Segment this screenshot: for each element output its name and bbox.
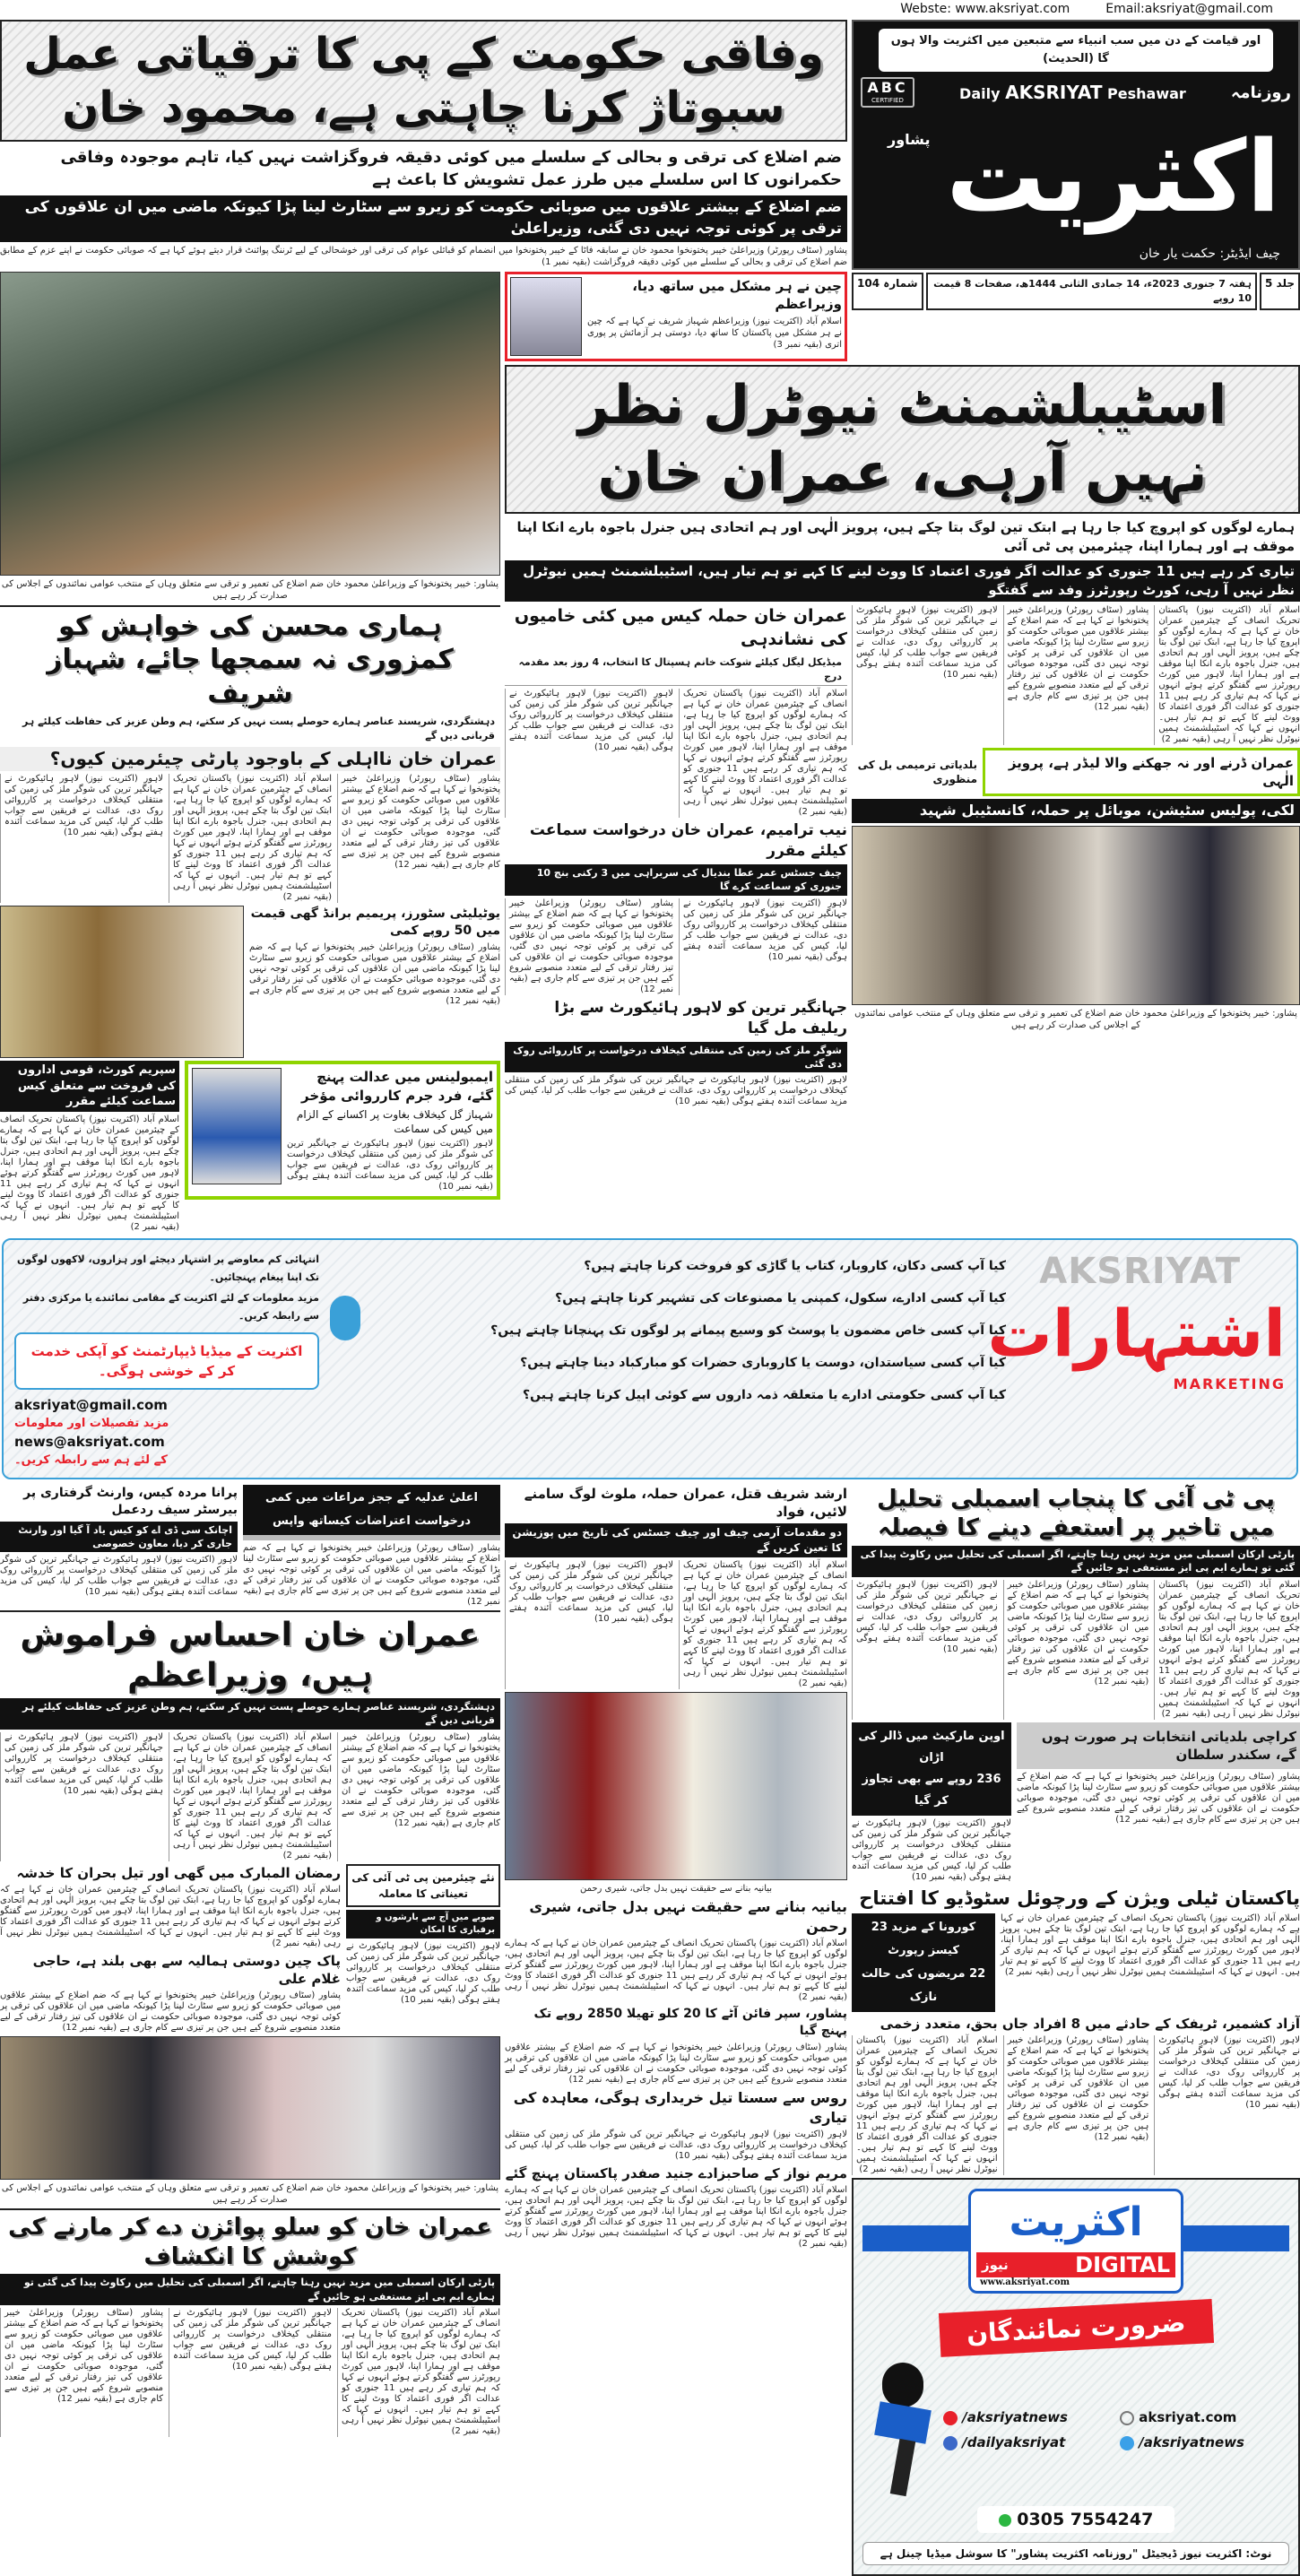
- story-body: پشاور (سٹاف رپورٹر) وزیراعلیٰ خیبر پختونخوا نے کہا ہے کہ ضم اضلاع کے بیشتر علاقوں میں صوبائی حکومت کو زیرو سے سٹارٹ لینا پڑا کیونکہ ماضی میں ان علاقوں کی ترقی پر کوئی توجہ نہیں دی گئی، موجودہ صوبائی حکومت نے ان علاقوں کی تیز رفتار ترقی کے لیے متعدد منصوبے شروع کیے ہیں جن پر تیزی سے کام جاری ہے (بقیہ نمبر 12): [505, 2042, 847, 2085]
- story-headline: کراچی بلدیاتی انتخابات ہر صورت ہوں گے، سکندر سلطان: [1017, 1722, 1300, 1770]
- story-body: پشاور (سٹاف رپورٹر) وزیراعلیٰ خیبر پختونخوا نے کہا ہے کہ ضم اضلاع کے بیشتر علاقوں میں صوبائی حکومت کو زیرو سے سٹارٹ لینا پڑا کیونکہ ماضی میں ان علاقوں کی ترقی پر کوئی توجہ نہیں دی گئی، موجودہ صوبائی حکومت نے ان علاقوں کی تیز رفتار ترقی کے لیے متعدد منصوبے شروع کیے ہیں جن پر تیزی سے کام جاری ہے (بقیہ نمبر 12) اسلام آباد (اکثریت نیوز) پاکستان تحریک انصاف کے چیئرمین عمران خان نے کہا ہے کہ ہمارے لوگوں کو اپروچ کیا جا رہا ہے، ابتک تین لوگ بتا چکے ہیں، پرویز الٰہی اور ہم اتحادی ہیں، جنرل باجوہ بارے انکا اپنا موقف ہے اور ہمارا اپنا، لاہور میں کورٹ رپورٹرز سے گفتگو کرتے ہوئے انہوں نے کہا کہ ہم تیاری کر رہے ہیں 11 جنوری کو عدالت اگر فوری اعتماد کا ووٹ لینے کا کہے تو ہم تیار ہیں۔ انہوں نے کہا کہ اسٹیبلشمنٹ ہمیں نیوٹرل نظر نہیں آ رہی (بقیہ نمبر 2) لاہور (اکثریت نیوز) لاہور ہائیکورٹ نے جہانگیر ترین کی شوگر ملز کی زمین کی منتقلی کیخلاف درخواست پر کارروائی روک دی، عدالت نے فریقین سے جواب طلب کر لیا، کیس کی مزید سماعت آئندہ ہفتے ہوگی (بقیہ نمبر 10): [0, 1732, 500, 1861]
- masthead-column: [852, 20, 1300, 361]
- cm-meeting-caption: پشاور: خیبر پختونخوا کے وزیراعلیٰ محمود خان ضم اضلاع کی تعمیر و ترقی سے متعلق وہاں کے منتخب عوامی نمائندوں کے اجلاس کی صدارت کر رہے ہیں: [1, 578, 499, 601]
- parvez-elahi-headline: عمران ڈرنے اور نہ جھکنے والا لیڈر ہے، پرویز الٰہی: [1008, 754, 1294, 790]
- story-headline: پرانا مردہ کیس، وارنٹ گرفتاری پر بیرسٹر سیف ردعمل: [23, 1485, 238, 1517]
- lower-left-column: [0, 1485, 500, 2576]
- website-label[interactable]: Webste: www.aksriyat.com: [900, 2, 1070, 16]
- story-headline: لکی، پولیس سٹیشن، موبائل پر حملہ، کانسٹیبل شہید: [852, 799, 1300, 822]
- story-body: اسلام آباد (اکثریت نیوز) پاکستان تحریک انصاف کے چیئرمین عمران خان نے کہا ہے کہ ہمارے لوگوں کو اپروچ کیا جا رہا ہے، ابتک تین لوگ بتا چکے ہیں، پرویز الٰہی اور ہم اتحادی ہیں، جنرل باجوہ بارے انکا اپنا موقف ہے اور ہمارا اپنا، لاہور میں کورٹ رپورٹرز سے گفتگو کرتے ہوئے انہوں نے کہا کہ ہم تیاری کر رہے ہیں 11 جنوری کو عدالت اگر فوری اعتماد کا ووٹ لینے کا کہے تو ہم تیار ہیں۔ انہوں نے کہا کہ اسٹیبلشمنٹ ہمیں نیوٹرل نظر نہیں آ رہی (بقیہ نمبر 2) لاہور (اکثریت نیوز) لاہور ہائیکورٹ نے جہانگیر ترین کی شوگر ملز کی زمین کی منتقلی کیخلاف درخواست پر کارروائی روک دی، عدالت نے فریقین سے جواب طلب کر لیا، کیس کی مزید سماعت آئندہ ہفتے ہوگی (بقیہ نمبر 10) پشاور (سٹاف رپورٹر) وزیراعلیٰ خیبر پختونخوا نے کہا ہے کہ ضم اضلاع کے بیشتر علاقوں میں صوبائی حکومت کو زیرو سے سٹارٹ لینا پڑا کیونکہ ماضی میں ان علاقوں کی ترقی پر کوئی توجہ نہیں دی گئی، موجودہ صوبائی حکومت نے ان علاقوں کی تیز رفتار ترقی کے لیے متعدد منصوبے شروع کیے ہیں جن پر تیزی سے کام جاری ہے (بقیہ نمبر 12): [0, 2308, 500, 2437]
- chief-editor: چیف ایڈیٹر: حکمت یار خان: [1139, 247, 1280, 261]
- ad-brand-en: AKSRIYAT: [1039, 1250, 1241, 1292]
- lead-headline: وفاقی حکومت کے پی کا ترقیاتی عمل سبوتاژ کرنا چاہتی ہے، محمود خان: [23, 29, 824, 133]
- story-body: پشاور (سٹاف رپورٹر) وزیراعلیٰ خیبر پختونخوا نے کہا ہے کہ ضم اضلاع کے بیشتر علاقوں میں صوبائی حکومت کو زیرو سے سٹارٹ لینا پڑا کیونکہ ماضی میں ان علاقوں کی ترقی پر کوئی توجہ نہیں دی گئی، موجودہ صوبائی حکومت نے ان علاقوں کی تیز رفتار ترقی کے لیے متعدد منصوبے شروع کیے ہیں جن پر تیزی سے کام جاری ہے (بقیہ نمبر 12): [0, 1991, 341, 2034]
- story-subheadline: اچانک سی ڈی اے کو کیس یاد آ گیا اور وارنٹ جاری کر دیا، معاون خصوصی: [0, 1522, 238, 1553]
- story-subheadline: دہشتگردی، شرپسند عناصر ہمارے حوصلے پست نہیں کر سکتے، ہم وطن عزیز کی حفاظت کیلئے ہر قربانی دیں گے: [0, 1698, 500, 1730]
- story-body: پشاور (سٹاف رپورٹر) وزیراعلیٰ خیبر پختونخوا نے کہا ہے کہ ضم اضلاع کے بیشتر علاقوں میں صوبائی حکومت کو زیرو سے سٹارٹ لینا پڑا کیونکہ ماضی میں ان علاقوں کی ترقی پر کوئی توجہ نہیں دی گئی، موجودہ صوبائی حکومت نے ان علاقوں کی تیز رفتار ترقی کے لیے متعدد منصوبے شروع کیے ہیں جن پر تیزی سے کام جاری ہے (بقیہ نمبر 12) اسلام آباد (اکثریت نیوز) پاکستان تحریک انصاف کے چیئرمین عمران خان نے کہا ہے کہ ہمارے لوگوں کو اپروچ کیا جا رہا ہے، ابتک تین لوگ بتا چکے ہیں، پرویز الٰہی اور ہم اتحادی ہیں، جنرل باجوہ بارے انکا اپنا موقف ہے اور ہمارا اپنا، لاہور میں کورٹ رپورٹرز سے گفتگو کرتے ہوئے انہوں نے کہا کہ ہم تیاری کر رہے ہیں 11 جنوری کو عدالت اگر فوری اعتماد کا ووٹ لینے کا کہے تو ہم تیار ہیں۔ انہوں نے کہا کہ اسٹیبلشمنٹ ہمیں نیوٹرل نظر نہیں آ رہی (بقیہ نمبر 2) لاہور (اکثریت نیوز) لاہور ہائیکورٹ نے جہانگیر ترین کی شوگر ملز کی زمین کی منتقلی کیخلاف درخواست پر کارروائی روک دی، عدالت نے فریقین سے جواب طلب کر لیا، کیس کی مزید سماعت آئندہ ہفتے ہوگی (بقیہ نمبر 10): [0, 774, 500, 903]
- story-body: اسلام آباد (اکثریت نیوز) پاکستان تحریک انصاف کے چیئرمین عمران خان نے کہا ہے کہ ہمارے لوگوں کو اپروچ کیا جا رہا ہے، ابتک تین لوگ بتا چکے ہیں، پرویز الٰہی اور ہم اتحادی ہیں، جنرل باجوہ بارے انکا اپنا موقف ہے اور ہمارا اپنا، لاہور میں کورٹ رپورٹرز سے گفتگو کرتے ہوئے انہوں نے کہا کہ ہم تیاری کر رہے ہیں 11 جنوری کو عدالت اگر فوری اعتماد کا ووٹ لینے کا کہے تو ہم تیار ہیں۔ انہوں نے کہا کہ اسٹیبلشمنٹ ہمیں نیوٹرل نظر نہیں آ رہی (بقیہ نمبر 2) لاہور (اکثریت نیوز) لاہور ہائیکورٹ نے جہانگیر ترین کی شوگر ملز کی زمین کی منتقلی کیخلاف درخواست پر کارروائی روک دی، عدالت نے فریقین سے جواب طلب کر لیا، کیس کی مزید سماعت آئندہ ہفتے ہوگی (بقیہ نمبر 10): [505, 1560, 847, 1689]
- twitter-handle[interactable]: /aksriyatnews: [1120, 2434, 1289, 2450]
- ad-contact: aksriyat@gmail.com مزید تفصیلات اور معلومات news@aksriyat.com کے لئے ہم سے رابطہ کریں۔: [14, 1396, 169, 1467]
- imran-lead-story: [505, 365, 1300, 602]
- digital-news-ad: [852, 2178, 1300, 2576]
- digital-note: نوٹ: اکثریت نیوز ڈیجیٹل "روزنامہ اکثریت پشاور" کا سوشل میڈیا چینل ہے: [862, 2542, 1289, 2565]
- ad-marketing: MARKETING: [1173, 1375, 1286, 1393]
- china-text: اسلام آباد (اکثریت نیوز) وزیراعظم شہباز شریف نے کہا ہے کہ چین نے ہر مشکل میں پاکستان کا ساتھ دیا، دوستی ہر آزمائش پر پوری اتری (بقیہ نمبر 3): [587, 317, 842, 351]
- story-body: اسلام آباد (اکثریت نیوز) پاکستان تحریک انصاف کے چیئرمین عمران خان نے کہا ہے کہ ہمارے لوگوں کو اپروچ کیا جا رہا ہے، ابتک تین لوگ بتا چکے ہیں، پرویز الٰہی اور ہم اتحادی ہیں، جنرل باجوہ بارے انکا اپنا موقف ہے اور ہمارا اپنا، لاہور میں کورٹ رپورٹرز سے گفتگو کرتے ہوئے انہوں نے کہا کہ ہم تیاری کر رہے ہیں 11 جنوری کو عدالت اگر فوری اعتماد کا ووٹ لینے کا کہے تو ہم تیار ہیں۔ انہوں نے کہا کہ اسٹیبلشمنٹ ہمیں نیوٹرل نظر نہیں آ رہی (بقیہ نمبر 2): [0, 1884, 342, 1948]
- divider: [0, 605, 500, 607]
- story-body: لاہور (اکثریت نیوز) لاہور ہائیکورٹ نے جہانگیر ترین کی شوگر ملز کی زمین کی منتقلی کیخلاف درخواست پر کارروائی روک دی، عدالت نے فریقین سے جواب طلب کر لیا، کیس کی مزید سماعت آئندہ ہفتے ہوگی (بقیہ نمبر 10) پشاور (سٹاف رپورٹر) وزیراعلیٰ خیبر پختونخوا نے کہا ہے کہ ضم اضلاع کے بیشتر علاقوں میں صوبائی حکومت کو زیرو سے سٹارٹ لینا پڑا کیونکہ ماضی میں ان علاقوں کی ترقی پر کوئی توجہ نہیں دی گئی، موجودہ صوبائی حکومت نے ان علاقوں کی تیز رفتار ترقی کے لیے متعدد منصوبے شروع کیے ہیں جن پر تیزی سے کام جاری ہے (بقیہ نمبر 12) اسلام آباد (اکثریت نیوز) پاکستان تحریک انصاف کے چیئرمین عمران خان نے کہا ہے کہ ہمارے لوگوں کو اپروچ کیا جا رہا ہے، ابتک تین لوگ بتا چکے ہیں، پرویز الٰہی اور ہم اتحادی ہیں، جنرل باجوہ بارے انکا اپنا موقف ہے اور ہمارا اپنا، لاہور میں کورٹ رپورٹرز سے گفتگو کرتے ہوئے انہوں نے کہا کہ ہم تیاری کر رہے ہیں 11 جنوری کو عدالت اگر فوری اعتماد کا ووٹ لینے کا کہے تو ہم تیار ہیں۔ انہوں نے کہا کہ اسٹیبلشمنٹ ہمیں نیوٹرل نظر نہیں آ رہی (بقیہ نمبر 2): [852, 2035, 1300, 2175]
- story-headline: پاکستان ٹیلی ویژن کے ورچوئل سٹوڈیو کا افتتاح: [859, 1886, 1300, 1909]
- social-handles: [943, 2409, 1289, 2450]
- date-line: ہفتہ 7 جنوری 2023ء، 14 جمادی الثانی 1444ھ، صفحات 8 قیمت 10 روپے: [926, 273, 1257, 310]
- ad-service-box: اکثریت کے میڈیا ڈیپارٹمنٹ کو آپکی خدمت کر کے خوشی ہوگی۔: [14, 1332, 319, 1390]
- photo-caption: بیانیہ بنانے سے حقیقت نہیں بدل جاتی، شیری رحمن: [579, 1883, 773, 1894]
- ambulance-headline: ایمبولینس میں عدالت پہنچ گئے، فرد جرم کارروائی مؤخر: [301, 1069, 493, 1104]
- lower-middle-column: [505, 1485, 847, 2576]
- lead-headline-banner: [0, 20, 847, 142]
- newspaper-logo: اکثریت: [946, 119, 1281, 234]
- corona-box: کورونا کے مزید 23 کیسز رپورٹ 22 مریضوں کی حالت نازک: [852, 1913, 995, 2012]
- abc-certified-badge: ABC CERTIFIED: [861, 77, 914, 108]
- story-headline: صوبے میں آج سے بارشوں و برفباری کا امکان: [346, 1910, 500, 1939]
- digital-logo: اکثریت نیوز DIGITAL www.aksriyat.com: [968, 2189, 1183, 2294]
- story-headline: سپریم کورٹ، قومی اداروں کی فروخت سے متعلق کیس سماعت کیلئے مقرر: [0, 1061, 179, 1112]
- advertising-banner: [2, 1238, 1298, 1479]
- lead-subheadline-1: ضم اضلاع کی ترقی و بحالی کے سلسلے میں کوئی دقیقہ فروگزاشت نہیں کیا، تاہم موجودہ وفاقی حکمرانوں کا اس سلسلے میں طرز عمل تشویش کا باعث ہے: [0, 144, 847, 193]
- story-headline: رمضان المبارک میں گھی اور تیل بحران کا خدشہ: [16, 1864, 341, 1881]
- story-subheadline: پارٹی ارکان اسمبلی میں مزید نہیں رہنا چاہتے، اگر اسمبلی کی تحلیل میں رکاوٹ پیدا کی گئی تو ہمارے ایم پی ایز مستعفی ہو جائیں گے: [0, 2274, 500, 2305]
- ad-question: کیا آپ کسی حکومتی ادارے یا متعلقہ ذمہ داروں سے کوئی اپیل کرنا چاہتے ہیں؟: [523, 1387, 1006, 1402]
- divider: [0, 2208, 500, 2210]
- whatsapp-icon: [999, 2514, 1011, 2527]
- story-body: لاہور (اکثریت نیوز) لاہور ہائیکورٹ نے جہانگیر ترین کی شوگر ملز کی زمین کی منتقلی کیخلاف درخواست پر کارروائی روک دی، عدالت نے فریقین سے جواب طلب کر لیا، کیس کی مزید سماعت آئندہ ہفتے ہوگی (بقیہ نمبر 10) پشاور (سٹاف رپورٹر) وزیراعلیٰ خیبر پختونخوا نے کہا ہے کہ ضم اضلاع کے بیشتر علاقوں میں صوبائی حکومت کو زیرو سے سٹارٹ لینا پڑا کیونکہ ماضی میں ان علاقوں کی ترقی پر کوئی توجہ نہیں دی گئی، موجودہ صوبائی حکومت نے ان علاقوں کی تیز رفتار ترقی کے لیے متعدد منصوبے شروع کیے ہیں جن پر تیزی سے کام جاری ہے (بقیہ نمبر 12): [505, 898, 847, 995]
- story-body: پشاور (سٹاف رپورٹر) وزیراعلیٰ خیبر پختونخوا نے کہا ہے کہ ضم اضلاع کے بیشتر علاقوں میں صوبائی حکومت کو زیرو سے سٹارٹ لینا پڑا کیونکہ ماضی میں ان علاقوں کی ترقی پر کوئی توجہ نہیں دی گئی، موجودہ صوبائی حکومت نے ان علاقوں کی تیز رفتار ترقی کے لیے متعدد منصوبے شروع کیے ہیں جن پر تیزی سے کام جاری ہے (بقیہ نمبر 12): [1017, 1772, 1300, 1826]
- story-body: اسلام آباد (اکثریت نیوز) پاکستان تحریک انصاف کے چیئرمین عمران خان نے کہا ہے کہ ہمارے لوگوں کو اپروچ کیا جا رہا ہے، ابتک تین لوگ بتا چکے ہیں، پرویز الٰہی اور ہم اتحادی ہیں، جنرل باجوہ بارے انکا اپنا موقف ہے اور ہمارا اپنا، لاہور میں کورٹ رپورٹرز سے گفتگو کرتے ہوئے انہوں نے کہا کہ ہم تیاری کر رہے ہیں 11 جنوری کو عدالت اگر فوری اعتماد کا ووٹ لینے کا کہے تو ہم تیار ہیں۔ انہوں نے کہا کہ اسٹیبلشمنٹ ہمیں نیوٹرل نظر نہیں آ رہی (بقیہ نمبر 2): [0, 1114, 179, 1232]
- story-headline: بیانیہ بنانے سے حقیقت نہیں بدل جاتی، شیری رحمن: [529, 1897, 847, 1935]
- photo-caption: پشاور: خیبر پختونخوا کے وزیراعلیٰ محمود خان ضم اضلاع کی تعمیر و ترقی سے متعلق وہاں کے منتخب عوامی نمائندوں کے اجلاس کی صدارت کر رہے ہیں: [854, 1008, 1297, 1030]
- story-headline: ارشد شریف قتل، عمران حملہ، ملوث لوگ سامنے لائیں، فواد: [524, 1485, 847, 1521]
- story-headline: روس سے سستا تیل خریداری ہوگی، معاہدہ کی تیاری: [513, 2088, 847, 2126]
- ad-brand-ur: اشتہارات: [987, 1295, 1286, 1371]
- women-meeting-photo: [0, 2036, 500, 2180]
- middle-section: [0, 605, 1300, 1233]
- ad-email-2[interactable]: news@aksriyat.com: [14, 1433, 165, 1450]
- story-body: لاہور (اکثریت نیوز) لاہور ہائیکورٹ نے جہانگیر ترین کی شوگر ملز کی زمین کی منتقلی کیخلاف درخواست پر کارروائی روک دی، عدالت نے فریقین سے جواب طلب کر لیا، کیس کی مزید سماعت آئندہ ہفتے ہوگی (بقیہ نمبر 10): [505, 1075, 847, 1107]
- top-bar: [0, 0, 1300, 20]
- story-body: اسلام آباد (اکثریت نیوز) پاکستان تحریک انصاف کے چیئرمین عمران خان نے کہا ہے کہ ہمارے لوگوں کو اپروچ کیا جا رہا ہے، ابتک تین لوگ بتا چکے ہیں، پرویز الٰہی اور ہم اتحادی ہیں، جنرل باجوہ بارے انکا اپنا موقف ہے اور ہمارا اپنا، لاہور میں کورٹ رپورٹرز سے گفتگو کرتے ہوئے انہوں نے کہا کہ ہم تیاری کر رہے ہیں 11 جنوری کو عدالت اگر فوری اعتماد کا ووٹ لینے کا کہے تو ہم تیار ہیں۔ انہوں نے کہا کہ اسٹیبلشمنٹ ہمیں نیوٹرل نظر نہیں آ رہی (بقیہ نمبر 2): [1001, 1913, 1300, 1978]
- ad-intro: انتہائی کم معاوضے پر اشتہار دیجئے اور ہزاروں، لاکھوں لوگوں تک اپنا پیغام پہنچائیں۔ مزید معلومات کے لئے اکثریت کے مقامی نمائندے یا مرکزی دفتر سے رابطہ کریں۔: [17, 1253, 319, 1322]
- story-headline: پشاور، سپر فائن آٹے کا 20 کلو تھیلا 2850 روپے تک پہنچ گیا: [533, 2007, 847, 2039]
- wanted-banner: ضرورت نمائندگان: [939, 2299, 1214, 2357]
- top-section: [0, 20, 1300, 602]
- issue-info-bar: [852, 273, 1300, 310]
- ambulance-body: لاہور (اکثریت نیوز) لاہور ہائیکورٹ نے جہانگیر ترین کی شوگر ملز کی زمین کی منتقلی کیخلاف درخواست پر کارروائی روک دی، عدالت نے فریقین سے جواب طلب کر لیا، کیس کی مزید سماعت آئندہ ہفتے ہوگی (بقیہ نمبر 10): [287, 1139, 493, 1193]
- story-subheadline: میڈیکل لیگل کیلئے شوکت خانم ہسپتال کا انتخاب، 4 روز بعد مقدمہ درج: [505, 654, 847, 686]
- lead-intro: پشاور (سٹاف رپورٹر) وزیراعلیٰ خیبر پختونخوا محمود خان نے سابقہ فاٹا کے خیبر پختونخوا میں انضمام کو قبائلی عوام کی ترقی اور خوشحالی کے لیے ٹرننگ پوائنٹ قرار دیتے ہوئے کہا ہے کہ صوبائی حکومت نے اپنے عزم کے مطابق ضم اضلاع کی ترقی و بحالی کے سلسلے میں کوئی دقیقہ فروگزاشت (بقیہ نمبر 1): [0, 245, 847, 267]
- ambulance-subheadline: شہباز گل کیخلاف بغاوت پر اکسانے کے الزام میں کیس کی سماعت: [296, 1107, 493, 1135]
- imran-headline-banner: [505, 365, 1300, 514]
- judges-box: اعلیٰ عدلیہ کے ججز مراعات میں کمی درخواست اعتراضات کیساتھ واپس: [243, 1485, 500, 1540]
- shahbaz-podium-photo: [0, 906, 244, 1058]
- imran-subheadline-2: تیاری کر رہے ہیں 11 جنوری کو عدالت اگر فوری اعتماد کا ووٹ لینے کا کہے تو ہم تیار ہیں، اسٹیبلشمنٹ ہمیں نیوٹرل نظر نہیں آ رہی، کورٹ رپورٹرز وفد سے گفتگو: [505, 560, 1300, 602]
- lower-right-column: [852, 1485, 1300, 2576]
- imran-subheadline-1: ہمارے لوگوں کو اپروچ کیا جا رہا ہے ابتک تین لوگ بتا چکے ہیں، پرویز الٰہی اور ہم اتحادی ہیں جنرل باجوہ بارے انکا اپنا موقف ہے اور ہمارا اپنا، چیئرمین پی ٹی آئی: [505, 516, 1300, 558]
- dollar-box: اوپن مارکیٹ میں ڈالر کی اڑان 236 روپے سے بھی تجاوز کر گیا: [852, 1722, 1011, 1816]
- story-body: لاہور (اکثریت نیوز) لاہور ہائیکورٹ نے جہانگیر ترین کی شوگر ملز کی زمین کی منتقلی کیخلاف درخواست پر کارروائی روک دی، عدالت نے فریقین سے جواب طلب کر لیا، کیس کی مزید سماعت آئندہ ہفتے ہوگی (بقیہ نمبر 10): [852, 1817, 1011, 1882]
- website-handle[interactable]: aksriyat.com: [1120, 2409, 1289, 2425]
- english-title: Daily AKSRIYAT Peshawar: [959, 82, 1186, 103]
- volume: جلد 5: [1260, 273, 1300, 310]
- story-headline: یوٹیلیٹی سٹورز، پریمیم برانڈ گھی قیمت میں 50 روپے کمی: [250, 906, 500, 939]
- issue-number: شمارہ 104: [852, 273, 923, 310]
- story-body: اسلام آباد (اکثریت نیوز) پاکستان تحریک انصاف کے چیئرمین عمران خان نے کہا ہے کہ ہمارے لوگوں کو اپروچ کیا جا رہا ہے، ابتک تین لوگ بتا چکے ہیں، پرویز الٰہی اور ہم اتحادی ہیں، جنرل باجوہ بارے انکا اپنا موقف ہے اور ہمارا اپنا، لاہور میں کورٹ رپورٹرز سے گفتگو کرتے ہوئے انہوں نے کہا کہ ہم تیاری کر رہے ہیں 11 جنوری کو عدالت اگر فوری اعتماد کا ووٹ لینے کا کہے تو ہم تیار ہیں۔ انہوں نے کہا کہ اسٹیبلشمنٹ ہمیں نیوٹرل نظر نہیں آ رہی (بقیہ نمبر 2) لاہور (اکثریت نیوز) لاہور ہائیکورٹ نے جہانگیر ترین کی شوگر ملز کی زمین کی منتقلی کیخلاف درخواست پر کارروائی روک دی، عدالت نے فریقین سے جواب طلب کر لیا، کیس کی مزید سماعت آئندہ ہفتے ہوگی (بقیہ نمبر 10): [505, 689, 847, 818]
- religious-leaders-meeting-photo: [852, 826, 1300, 1005]
- shahbaz-gill-photo: [192, 1068, 282, 1184]
- lead-story: [0, 20, 847, 268]
- ad-questions: [371, 1251, 1006, 1405]
- pm-imran-headline: عمران خان احساس فراموش ہیں، وزیراعظم: [20, 1616, 481, 1694]
- ad-badge-icon: [330, 1296, 360, 1340]
- story-body: اسلام آباد (اکثریت نیوز) پاکستان تحریک انصاف کے چیئرمین عمران خان نے کہا ہے کہ ہمارے لوگوں کو اپروچ کیا جا رہا ہے، ابتک تین لوگ بتا چکے ہیں، پرویز الٰہی اور ہم اتحادی ہیں، جنرل باجوہ بارے انکا اپنا موقف ہے اور ہمارا اپنا، لاہور میں کورٹ رپورٹرز سے گفتگو کرتے ہوئے انہوں نے کہا کہ ہم تیاری کر رہے ہیں 11 جنوری کو عدالت اگر فوری اعتماد کا ووٹ لینے کا کہے تو ہم تیار ہیں۔ انہوں نے کہا کہ اسٹیبلشمنٹ ہمیں نیوٹرل نظر نہیں آ رہی (بقیہ نمبر 2): [505, 1939, 847, 2003]
- story-body: لاہور (اکثریت نیوز) لاہور ہائیکورٹ نے جہانگیر ترین کی شوگر ملز کی زمین کی منتقلی کیخلاف درخواست پر کارروائی روک دی، عدالت نے فریقین سے جواب طلب کر لیا، کیس کی مزید سماعت آئندہ ہفتے ہوگی (بقیہ نمبر 10): [505, 2129, 847, 2162]
- pm-portrait: [510, 277, 582, 356]
- story-headline: عمران خان حملہ کیس میں کئی خامیوں کی نشاندہی: [514, 605, 847, 649]
- story-body: پشاور (سٹاف رپورٹر) وزیراعلیٰ خیبر پختونخوا نے کہا ہے کہ ضم اضلاع کے بیشتر علاقوں میں صوبائی حکومت کو زیرو سے سٹارٹ لینا پڑا کیونکہ ماضی میں ان علاقوں کی ترقی پر کوئی توجہ نہیں دی گئی، موجودہ صوبائی حکومت نے ان علاقوں کی تیز رفتار ترقی کے لیے متعدد منصوبے شروع کیے ہیں جن پر تیزی سے کام جاری ہے (بقیہ نمبر 12): [249, 942, 500, 1007]
- shahbaz-subheadline: دہشتگردی، شرپسند عناصر ہمارے حوصلے پست نہیں کر سکتے، ہم وطن عزیز کی حفاظت کیلئے ہر قربانی دیں گے: [0, 713, 500, 744]
- lower-section: [0, 1485, 1300, 2576]
- microphone-icon: [862, 2363, 934, 2497]
- story-body: پشاور (سٹاف رپورٹر) وزیراعلیٰ خیبر پختونخوا نے کہا ہے کہ ضم اضلاع کے بیشتر علاقوں میں صوبائی حکومت کو زیرو سے سٹارٹ لینا پڑا کیونکہ ماضی میں ان علاقوں کی ترقی پر کوئی توجہ نہیں دی گئی، موجودہ صوبائی حکومت نے ان علاقوں کی تیز رفتار ترقی کے لیے متعدد منصوبے شروع کیے ہیں جن پر تیزی سے کام جاری ہے (بقیہ نمبر 12): [243, 1542, 500, 1607]
- ad-question: کیا آپ کسی خاص مضمون یا پوسٹ کو وسیع پیمانے پر لوگوں تک پہنچانا چاہتے ہیں؟: [490, 1323, 1006, 1338]
- story-headline: آزاد کشمیر، ٹریفک کے حادثے میں 8 افراد جاں بحق، متعدد زخمی: [880, 2016, 1300, 2033]
- story-subheadline: دو مقدمات آرمی چیف اور چیف جسٹس کی تاریخ میں پوزیشن کا تعین کریں گے: [505, 1523, 847, 1557]
- story-subheadline: شوگر ملز کی زمین کی منتقلی کیخلاف درخواست پر کارروائی روک دی گئی: [505, 1042, 847, 1073]
- story-headline: پاک چین دوستی ہمالیہ سے بھی بلند ہے، حاجی غلام علی: [32, 1952, 341, 1988]
- twitter-icon: [1120, 2436, 1134, 2450]
- story-body: لاہور (اکثریت نیوز) لاہور ہائیکورٹ نے جہانگیر ترین کی شوگر ملز کی زمین کی منتقلی کیخلاف درخواست پر کارروائی روک دی، عدالت نے فریقین سے جواب طلب کر لیا، کیس کی مزید سماعت آئندہ ہفتے ہوگی (بقیہ نمبر 10): [0, 1555, 238, 1598]
- story-body: اسلام آباد (اکثریت نیوز) پاکستان تحریک انصاف کے چیئرمین عمران خان نے کہا ہے کہ ہمارے لوگوں کو اپروچ کیا جا رہا ہے، ابتک تین لوگ بتا چکے ہیں، پرویز الٰہی اور ہم اتحادی ہیں، جنرل باجوہ بارے انکا اپنا موقف ہے اور ہمارا اپنا، لاہور میں کورٹ رپورٹرز سے گفتگو کرتے ہوئے انہوں نے کہا کہ ہم تیاری کر رہے ہیں 11 جنوری کو عدالت اگر فوری اعتماد کا ووٹ لینے کا کہے تو ہم تیار ہیں۔ انہوں نے کہا کہ اسٹیبلشمنٹ ہمیں نیوٹرل نظر نہیں آ رہی (بقیہ نمبر 2) پشاور (سٹاف رپورٹر) وزیراعلیٰ خیبر پختونخوا نے کہا ہے کہ ضم اضلاع کے بیشتر علاقوں میں صوبائی حکومت کو زیرو سے سٹارٹ لینا پڑا کیونکہ ماضی میں ان علاقوں کی ترقی پر کوئی توجہ نہیں دی گئی، موجودہ صوبائی حکومت نے ان علاقوں کی تیز رفتار ترقی کے لیے متعدد منصوبے شروع کیے ہیں جن پر تیزی سے کام جاری ہے (بقیہ نمبر 12) لاہور (اکثریت نیوز) لاہور ہائیکورٹ نے جہانگیر ترین کی شوگر ملز کی زمین کی منتقلی کیخلاف درخواست پر کارروائی روک دی، عدالت نے فریقین سے جواب طلب کر لیا، کیس کی مزید سماعت آئندہ ہفتے ہوگی (بقیہ نمبر 10): [852, 605, 1300, 745]
- digital-url[interactable]: www.aksriyat.com: [980, 2277, 1070, 2288]
- divider: [0, 1610, 500, 1612]
- facebook-handle[interactable]: /dailyaksriyat: [943, 2434, 1113, 2450]
- hadith-strip: اور قیامت کے دن میں سب انبیاء سے متبعین میں اکثریت والا ہوں گا (الحدیث): [879, 29, 1273, 72]
- slow-poison-headline: عمران خان کو سلو پوائزن دے کر مارنے کی کوشش کا انکشاف: [8, 2214, 492, 2270]
- ad-question: کیا آپ کسی ادارے، سکول، کمپنی یا مصنوعات کی تشہیر کرنا چاہتے ہیں؟: [555, 1290, 1006, 1305]
- pti-resign-subheadline: پارٹی ارکان اسمبلی میں مزید نہیں رہنا چاہتے، اگر اسمبلی کی تحلیل میں رکاوٹ پیدا کی گئی تو ہمارے ایم پی ایز مستعفی ہو جائیں گے: [852, 1546, 1300, 1577]
- phone-box[interactable]: 0305 7554247: [977, 2506, 1175, 2533]
- imran-meeting-photo: [505, 1692, 847, 1880]
- story-body: اسلام آباد (اکثریت نیوز) پاکستان تحریک انصاف کے چیئرمین عمران خان نے کہا ہے کہ ہمارے لوگوں کو اپروچ کیا جا رہا ہے، ابتک تین لوگ بتا چکے ہیں، پرویز الٰہی اور ہم اتحادی ہیں، جنرل باجوہ بارے انکا اپنا موقف ہے اور ہمارا اپنا، لاہور میں کورٹ رپورٹرز سے گفتگو کرتے ہوئے انہوں نے کہا کہ ہم تیاری کر رہے ہیں 11 جنوری کو عدالت اگر فوری اعتماد کا ووٹ لینے کا کہے تو ہم تیار ہیں۔ انہوں نے کہا کہ اسٹیبلشمنٹ ہمیں نیوٹرل نظر نہیں آ رہی (بقیہ نمبر 2) پشاور (سٹاف رپورٹر) وزیراعلیٰ خیبر پختونخوا نے کہا ہے کہ ضم اضلاع کے بیشتر علاقوں میں صوبائی حکومت کو زیرو سے سٹارٹ لینا پڑا کیونکہ ماضی میں ان علاقوں کی ترقی پر کوئی توجہ نہیں دی گئی، موجودہ صوبائی حکومت نے ان علاقوں کی تیز رفتار ترقی کے لیے متعدد منصوبے شروع کیے ہیں جن پر تیزی سے کام جاری ہے (بقیہ نمبر 12) لاہور (اکثریت نیوز) لاہور ہائیکورٹ نے جہانگیر ترین کی شوگر ملز کی زمین کی منتقلی کیخلاف درخواست پر کارروائی روک دی، عدالت نے فریقین سے جواب طلب کر لیا، کیس کی مزید سماعت آئندہ ہفتے ہوگی (بقیہ نمبر 10): [852, 1580, 1300, 1720]
- parvez-elahi-box: [983, 748, 1300, 797]
- china-headline: چین نے ہر مشکل میں ساتھ دیا، وزیراعظم: [632, 277, 842, 313]
- photo-caption: پشاور: خیبر پختونخوا کے وزیراعلیٰ محمود خان ضم اضلاع کی تعمیر و ترقی سے متعلق وہاں کے منتخب عوامی نمائندوں کے اجلاس کی صدارت کر رہے ہیں: [1, 2183, 499, 2206]
- youtube-icon: [943, 2411, 958, 2425]
- ad-email-1[interactable]: aksriyat@gmail.com: [14, 1396, 168, 1413]
- cm-meeting-photo: [0, 272, 500, 576]
- story-body: لاہور (اکثریت نیوز) لاہور ہائیکورٹ نے جہانگیر ترین کی شوگر ملز کی زمین کی منتقلی کیخلاف درخواست پر کارروائی روک دی، عدالت نے فریقین سے جواب طلب کر لیا، کیس کی مزید سماعت آئندہ ہفتے ہوگی (بقیہ نمبر 10): [346, 1940, 500, 2005]
- imran-headline: اسٹیبلشمنٹ نیوٹرل نظر نہیں آرہی، عمران خان: [577, 373, 1227, 504]
- story-subheadline: چیف جسٹس عمر عطا بندیال کی سربراہی میں 3 رکنی بنچ 10 جنوری کو سماعت کرے گا: [505, 864, 847, 896]
- ad-question: کیا آپ کسی دکان، کاروبار، کتاب یا گاڑی کو فروخت کرنا چاہتے ہیں؟: [584, 1258, 1006, 1273]
- story-body: اسلام آباد (اکثریت نیوز) پاکستان تحریک انصاف کے چیئرمین عمران خان نے کہا ہے کہ ہمارے لوگوں کو اپروچ کیا جا رہا ہے، ابتک تین لوگ بتا چکے ہیں، پرویز الٰہی اور ہم اتحادی ہیں، جنرل باجوہ بارے انکا اپنا موقف ہے اور ہمارا اپنا، لاہور میں کورٹ رپورٹرز سے گفتگو کرتے ہوئے انہوں نے کہا کہ ہم تیاری کر رہے ہیں 11 جنوری کو عدالت اگر فوری اعتماد کا ووٹ لینے کا کہے تو ہم تیار ہیں۔ انہوں نے کہا کہ اسٹیبلشمنٹ ہمیں نیوٹرل نظر نہیں آ رہی (بقیہ نمبر 2): [505, 2185, 847, 2250]
- facebook-icon: [943, 2436, 958, 2450]
- roznama-label: روزنامہ: [1230, 82, 1291, 102]
- pti-resign-headline: پی ٹی آئی کا پنجاب اسمبلی تحلیل میں تاخیر پر استعفے دینے کا فیصلہ: [877, 1485, 1275, 1542]
- email-label[interactable]: Email:aksriyat@gmail.com: [1105, 2, 1273, 16]
- ambulance-story-box: [185, 1061, 500, 1200]
- blue-stripe: [862, 2189, 1289, 2294]
- story-headline: عمران خان نااہلی کے باوجود پارٹی چیئرمین کیوں؟: [0, 747, 500, 771]
- story-headline: بلدیاتی ترمیمی بل کی منظوری: [857, 759, 977, 786]
- right-column: [852, 605, 1300, 1233]
- shahbaz-headline: ہماری محسن کی خواہش کو کمزوری نہ سمجھا جائے، شہباز شریف: [47, 610, 454, 709]
- story-headline: نیب ترامیم، عمران خان درخواست سماعت کیلئے مقرر: [529, 821, 847, 860]
- lead-subheadline-2: ضم اضلاع کے بیشتر علاقوں میں صوبائی حکومت کو زیرو سے سٹارٹ لینا پڑا کیونکہ ماضی میں ان علاقوں کی ترقی پر کوئی توجہ نہیں دی گئی، وزیراعلیٰ: [0, 195, 847, 242]
- city-urdu-label: پشاور: [888, 131, 931, 148]
- story-headline: مریم نواز کے صاحبزادے جنید صفدر پاکستان پہنچ گئے: [505, 2165, 847, 2182]
- cm-meeting-photo-block: [0, 272, 500, 602]
- china-story-box: [505, 272, 847, 361]
- pti-chairman-box: نئے چیئرمین پی ٹی آئی کی تعیناتی کا معاملہ: [346, 1864, 500, 1907]
- masthead: [852, 20, 1300, 270]
- left-column: [0, 605, 500, 1233]
- youtube-handle[interactable]: /aksriyatnews: [943, 2409, 1113, 2425]
- middle-column: [505, 605, 847, 1233]
- globe-icon: [1120, 2411, 1134, 2425]
- ad-question: کیا آپ کسی سیاستدان، دوست یا کاروباری حضرات کو مبارکباد دینا چاہتے ہیں؟: [520, 1355, 1006, 1370]
- story-headline: جہانگیر ترین کو لاہور ہائیکورٹ سے بڑا ریلیف مل گیا: [554, 998, 847, 1037]
